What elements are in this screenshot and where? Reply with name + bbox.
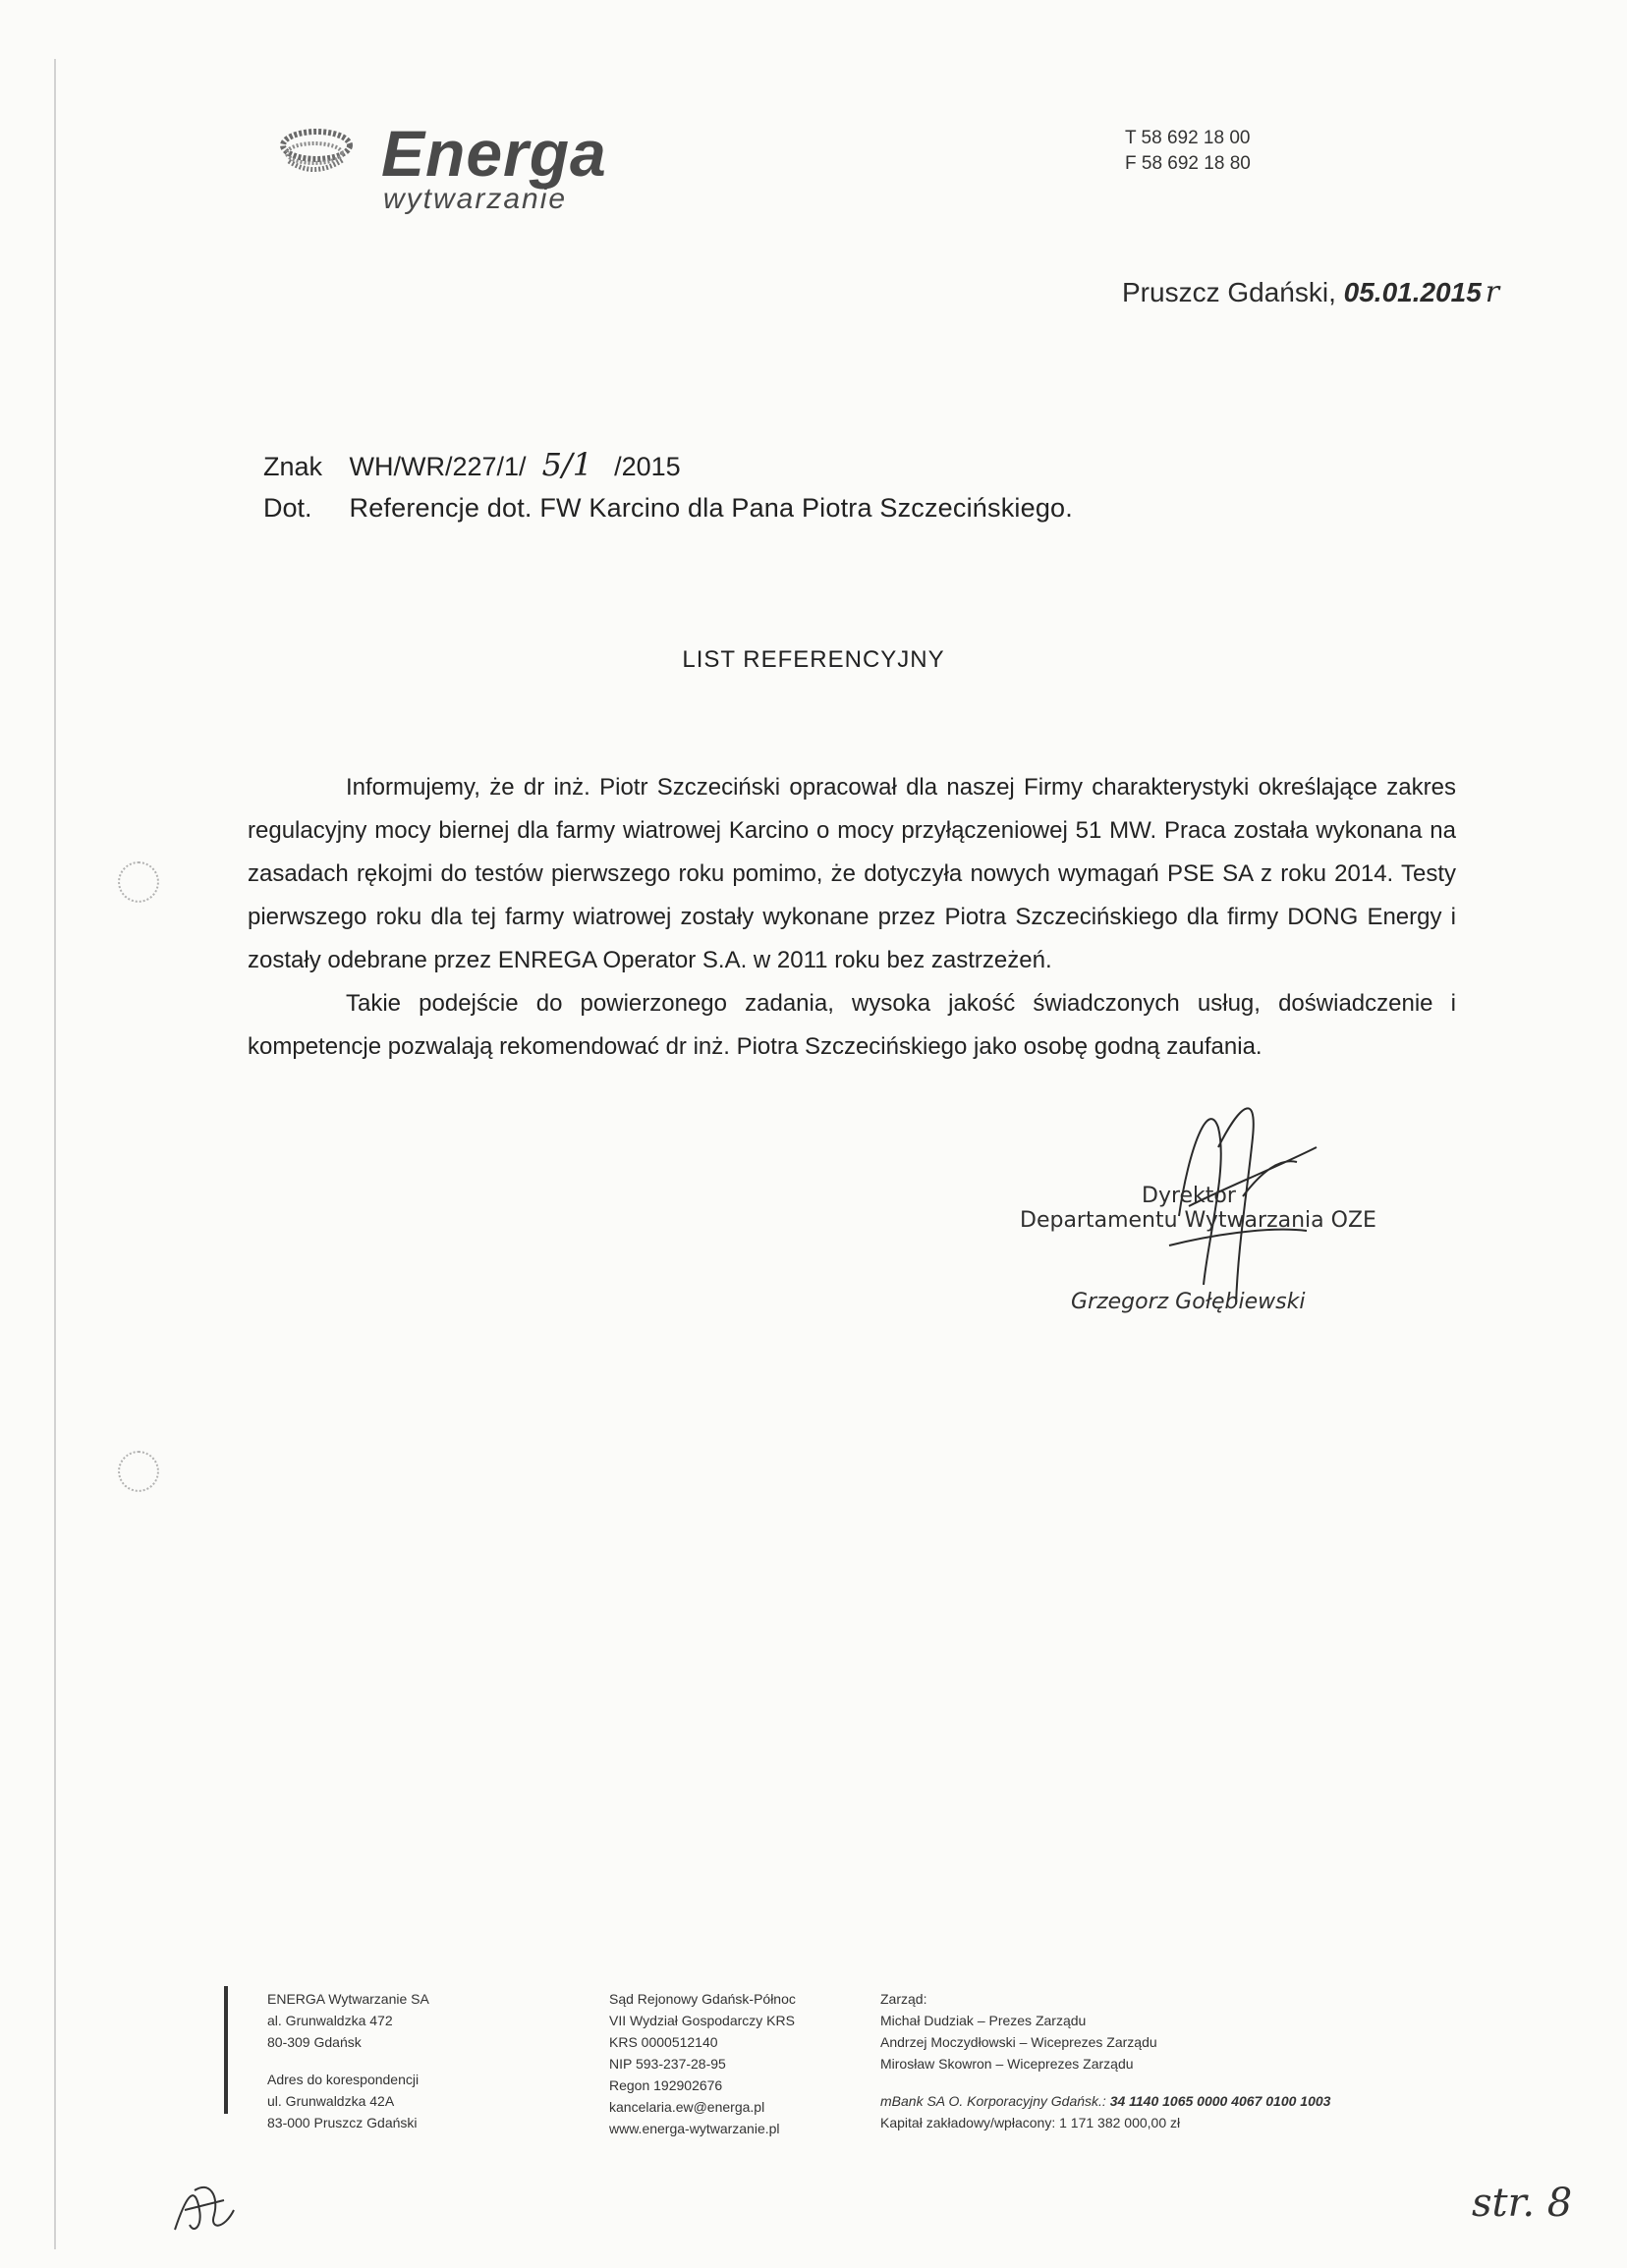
footer-registry [609, 1988, 796, 2139]
subject-text: Referencje dot. FW Karcino dla Pana Piotra Szczecińskiego. [349, 493, 1073, 523]
footer-capital-value: 1 171 382 000,00 zł [1059, 2115, 1181, 2130]
date-place: Pruszcz Gdański, [1122, 277, 1336, 307]
date-value: 05.01.2015 [1343, 277, 1482, 307]
letter-body [248, 766, 1456, 1069]
fax-number: F 58 692 18 80 [1125, 153, 1251, 174]
scan-edge-line [54, 59, 56, 2249]
footer-bank [880, 2090, 1330, 2112]
footer-board-label: Zarząd: [880, 1991, 927, 2007]
footer-corr-street: ul. Grunwaldzka 42A [267, 2093, 395, 2109]
znak-line [263, 444, 1073, 487]
footer-board [880, 1988, 1330, 2133]
footer-court: Sąd Rejonowy Gdańsk-Północ [609, 1991, 796, 2007]
footer-bar [224, 1986, 228, 2114]
letter-heading: LIST REFERENCYJNY [682, 646, 945, 673]
dot-line [263, 487, 1073, 528]
footer-bank-label: mBank SA O. Korporacyjny Gdańsk.: [880, 2093, 1106, 2109]
footer-street: al. Grunwaldzka 472 [267, 2013, 393, 2028]
signatory-name: Grzegorz Gołębiewski [1071, 1290, 1306, 1314]
znak-value: WH/WR/227/1/ [349, 452, 527, 481]
energa-logo-icon [265, 110, 373, 194]
reference-block [263, 444, 1073, 528]
footer-krs: KRS 0000512140 [609, 2034, 718, 2050]
footer-nip: NIP 593-237-28-95 [609, 2056, 726, 2072]
footer-corr-city: 83-000 Pruszcz Gdański [267, 2115, 418, 2130]
signatory-department: Departamentu Wytwarzania OZE [1020, 1208, 1376, 1233]
znak-label: Znak [263, 452, 323, 481]
footer-capital [880, 2112, 1330, 2133]
logo-subtitle: wytwarzanie [383, 183, 568, 215]
handwritten-initials [165, 2171, 244, 2244]
punch-hole-bottom [118, 1451, 159, 1492]
footer-board-m2: Andrzej Moczydłowski – Wiceprezes Zarządu [880, 2034, 1157, 2050]
punch-hole-top [118, 861, 159, 903]
contact-block [1125, 126, 1251, 177]
phone-number: T 58 692 18 00 [1125, 128, 1251, 148]
znak-year: /2015 [614, 452, 681, 481]
body-paragraph-1: Informujemy, że dr inż. Piotr Szczeciński opracował dla naszej Firmy charakterystyki określające zakres regulacyjny mocy biernej dla farmy wiatrowej Karcino o mocy przyłączeniowej 51 MW. Praca została wykonana na zasadach rękojmi do testów pierwszego roku pomimo, że dotyczyła nowych wymagań PSE SA z roku 2014. Testy pierwszego roku dla tej farmy wiatrowej zostały wykonane przez Piotra Szczecińskiego dla firmy DONG Energy i zostały odebrane przez ENREGA Operator S.A. w 2011 roku bez zastrzeżeń. [248, 774, 1456, 973]
znak-handwritten-number: 5/1 [541, 446, 593, 483]
footer-dept: VII Wydział Gospodarczy KRS [609, 2013, 795, 2028]
footer-city: 80-309 Gdańsk [267, 2034, 362, 2050]
logo-name: Energa [381, 117, 607, 190]
page-number-handwritten: str. 8 [1472, 2181, 1573, 2226]
footer-capital-label: Kapitał zakładowy/wpłacony: [880, 2115, 1056, 2130]
signatory-title: Dyrektor [1142, 1184, 1236, 1208]
footer-regon: Regon 192902676 [609, 2077, 723, 2093]
date-suffix: r [1485, 275, 1500, 309]
footer-board-m1: Michał Dudziak – Prezes Zarządu [880, 2013, 1087, 2028]
footer-company: ENERGA Wytwarzanie SA [267, 1991, 429, 2007]
dot-label: Dot. [263, 493, 312, 523]
footer-corr-label: Adres do korespondencji [267, 2072, 420, 2087]
footer-bank-number: 34 1140 1065 0000 4067 0100 1003 [1109, 2093, 1331, 2109]
footer-www: www.energa-wytwarzanie.pl [609, 2121, 780, 2136]
footer-board-m3: Mirosław Skowron – Wiceprezes Zarządu [880, 2056, 1134, 2072]
date-line [1122, 275, 1499, 309]
footer-address [267, 1988, 429, 2133]
footer-email: kancelaria.ew@energa.pl [609, 2099, 765, 2115]
body-paragraph-2: Takie podejście do powierzonego zadania, wysoka jakość świadczonych usług, doświadczenie i kompetencje pozwalają rekomendować dr inż. Piotra Szczecińskiego jako osobę godną zaufania. [248, 990, 1456, 1060]
